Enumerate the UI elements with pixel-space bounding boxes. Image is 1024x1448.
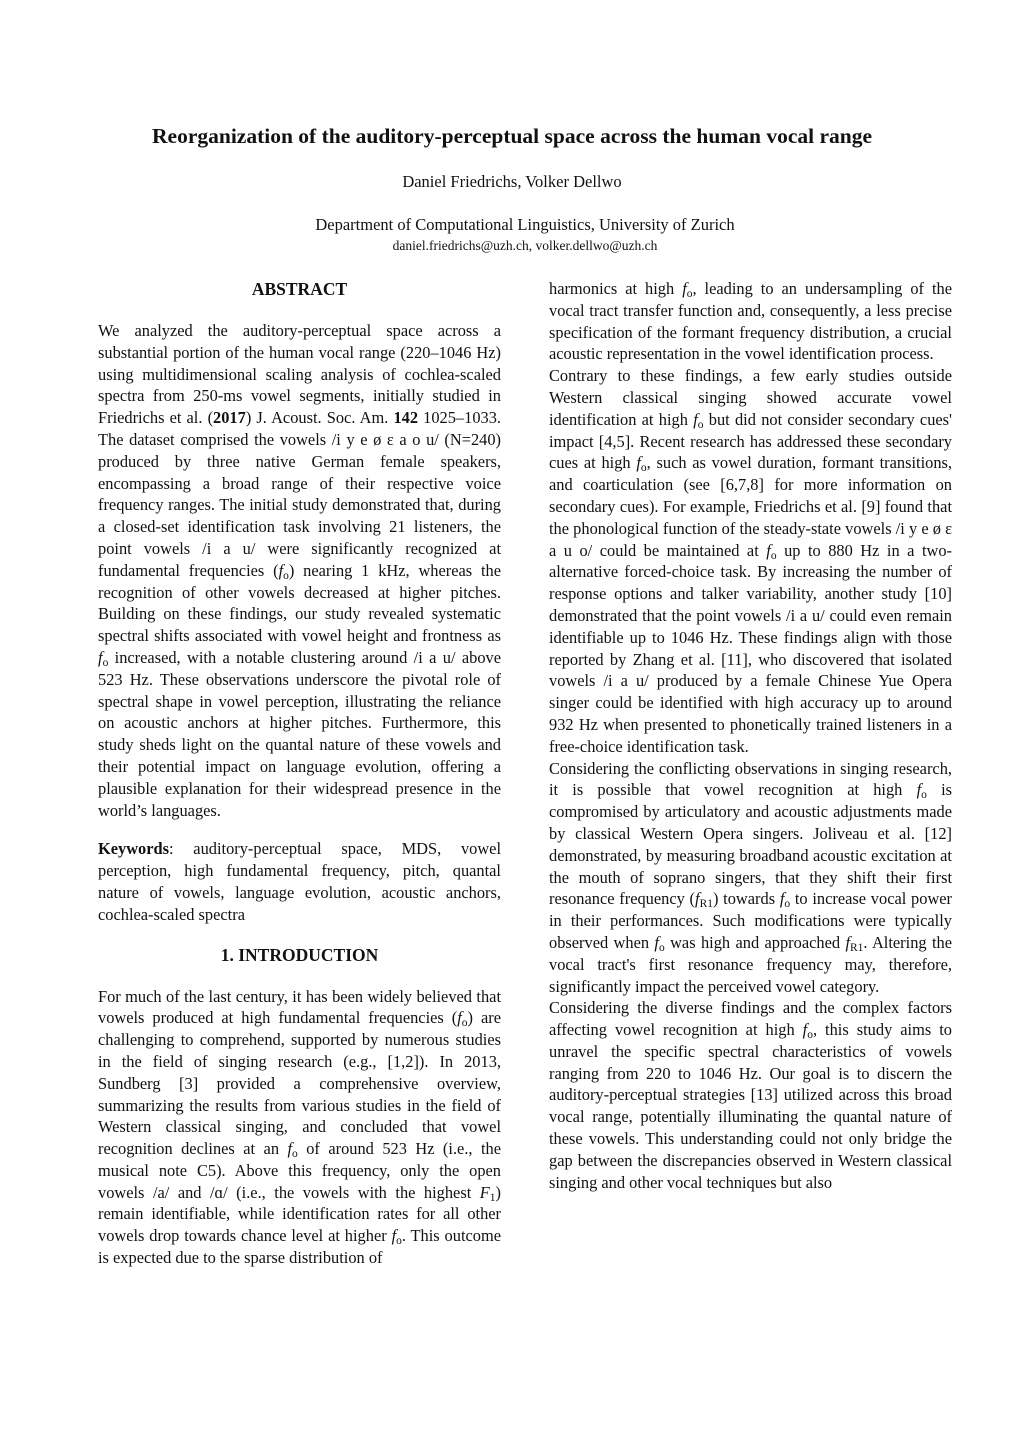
intro-paragraph-4: Considering the diverse findings and the complex factors affecting vowel recognition at high $f_o$, this study aims to unravel the specific spectral characteristics of vowels ranging from 220 to 1046 Hz. Our goal is to discern the auditory-perceptual strategies [13] utilized across this broad vocal range, potentially illuminating the quantal nature of these vowels. This understanding could not only bridge the gap between the discrepancies observed in Western classical singing and other vocal techniques but also	[549, 998, 952, 1192]
author-emails: daniel.friedrichs@uzh.ch, volker.dellwo@uzh.ch	[392, 238, 658, 253]
paper-authors: Daniel Friedrichs, Volker Dellwo	[402, 172, 622, 191]
right-column	[549, 278, 952, 1193]
intro-paragraph-1-continued: harmonics at high $f_o$, leading to an undersampling of the vocal tract transfer function and, consequently, a less precise specification of the formant frequency distribution, a crucial acoustic representation in the vowel identification process.	[549, 279, 952, 364]
left-column	[98, 278, 501, 1269]
intro-paragraph-3: Considering the conflicting observations in singing research, it is possible that vowel recognition at high $f_o$ is compromised by articulatory and acoustic adjustments made by classical Western Opera singers. Joliveau et al. [12] demonstrated, by measuring broadband acoustic excitation at the mouth of soprano singers, that they shift their first resonance frequency $(f_{R1})$ towards $f_o$ to increase vocal power in their performances. Such modifications were typically observed when $f_o$ was high and approached $f_{R1}$. Altering the vocal tract's first resonance frequency may, therefore, significantly impact the perceived vowel category.	[549, 758, 953, 996]
author-affiliation: Department of Computational Linguistics, University of Zurich	[315, 215, 735, 234]
intro-paragraph-2: Contrary to these findings, a few early studies outside Western classical singing showed accurate vowel identification at high $f_o$ but did not consider secondary cues' impact [4,5]. Recent research has addressed these secondary cues at high $f_o$, such as vowel duration, formant transitions, and coarticulation (see [6,7,8] for more information on secondary cues). For example, Friedrichs et al. [9] found that the phonological function of the steady-state vowels /i y e ø ɛ a u o/ could be maintained at $f_o$ up to 880 Hz in a two-alternative forced-choice task. By increasing the number of response options and talker variability, another study [10] demonstrated that the point vowels /i a u/ could even remain identifiable up to 1046 Hz. These findings align with those reported by Zhang et al. [11], who discovered that isolated vowels /i a u/ produced by a female Chinese Yue Opera singer could be identified with high accuracy up to around 932 Hz when presented to phonetically trained listeners in a free-choice identification task.	[549, 366, 953, 756]
abstract-heading: ABSTRACT	[251, 279, 348, 299]
keywords: Keywords: auditory-perceptual space, MDS, vowel perception, high fundamental frequency, pitch, quantal nature of vowels, language evolution, acoustic anchors, cochlea-scaled spectra	[98, 839, 501, 924]
intro-paragraph-1: For much of the last century, it has been widely believed that vowels produced at high fundamental frequencies $(f_o)$ are challenging to comprehend, supported by numerous studies in the field of singing research (e.g., [1,2]). In 2013, Sundberg [3] provided a comprehensive overview, summarizing the results from various studies in the field of Western classical singing, and concluded that vowel recognition declines at an $f_o$ of around 523 Hz (i.e., the musical note C5). Above this frequency, only the open vowels /a/ and /ɑ/ (i.e., the vowels with the highest $F_1$) remain identifiable, while identification rates for all other vowels drop towards chance level at higher $f_o$. This outcome is expected due to the sparse distribution of	[98, 986, 501, 1268]
introduction-heading: 1. INTRODUCTION	[220, 944, 379, 965]
abstract-text: We analyzed the auditory-perceptual space across a substantial portion of the human vocal range (220–1046 Hz) using multidimensional scaling analysis of cochlea-scaled spectra from 250-ms vowel segments, initially studied in Friedrichs et al. (2017) J. Acoust. Soc. Am. 142 1025–1033. The dataset comprised the vowels /i y e ø ɛ a o u/ (N=240) produced by three native German female speakers, encompassing a broad range of their respective voice frequency ranges. The initial study demonstrated that, during a closed-set identification task involving 21 listeners, the point vowels /i a u/ were significantly recognized at fundamental frequencies $(f_o)$ nearing 1 kHz, whereas the recognition of other vowels decreased at higher pitches. Building on these findings, our study revealed systematic spectral shifts associated with vowel height and frontness as $f_o$ increased, with a notable clustering around /i a u/ above 523 Hz. These observations underscore the pivotal role of spectral shape in vowel perception, illustrating the reliance on acoustic anchors at higher pitches. Furthermore, this study sheds light on the quantal nature of these vowels and their potential impact on language evolution, offering a plausible explanation for their widespread presence in the world’s languages.	[98, 321, 502, 820]
paper-title: Reorganization of the auditory-perceptual space across the human vocal range	[152, 124, 872, 148]
